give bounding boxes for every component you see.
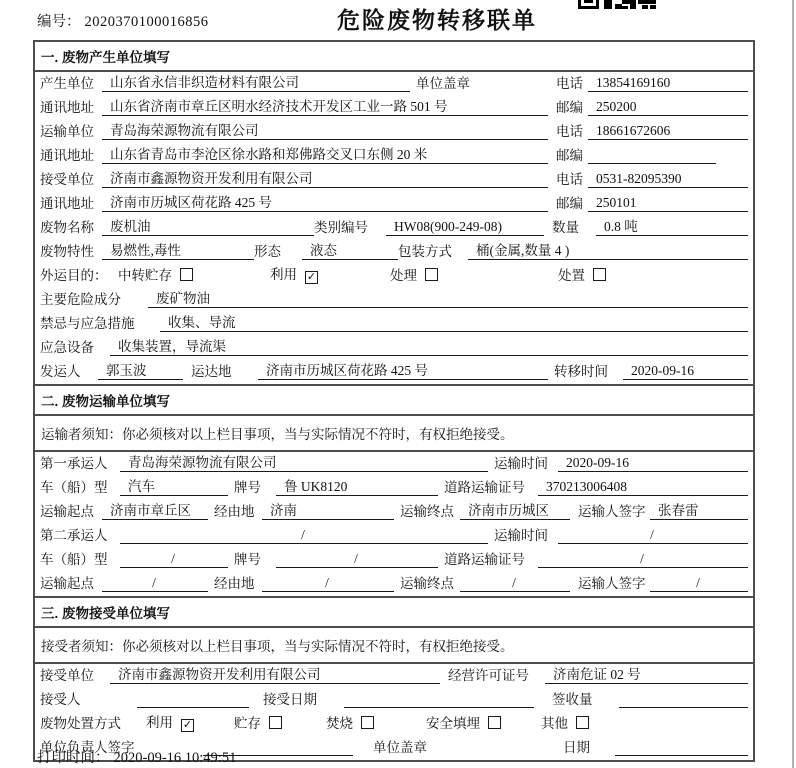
- section-header: 一. 废物产生单位填写: [35, 42, 753, 72]
- form-row: [35, 548, 753, 572]
- field-value: 2020-09-16: [558, 455, 748, 472]
- field-label: 牌号: [234, 552, 261, 567]
- checkbox-label: 其他: [541, 716, 568, 731]
- field-label: 运输终点: [400, 504, 454, 519]
- field-label: 运输终点: [400, 576, 454, 591]
- form-row: [35, 312, 753, 336]
- form-row: [35, 712, 753, 736]
- field-value: /: [650, 575, 748, 592]
- checkbox-unchecked-icon: [269, 716, 282, 729]
- field-value: [615, 740, 748, 756]
- field-label: 主要危险成分: [40, 292, 121, 307]
- checkbox-label: 焚烧: [326, 716, 353, 731]
- checkbox-option: [558, 268, 748, 284]
- checkbox-option: [146, 715, 234, 732]
- field-label: 运输时间: [494, 456, 548, 471]
- form-row: [35, 96, 753, 120]
- form-row: [35, 452, 753, 476]
- field-value: /: [538, 551, 748, 568]
- field-value: 收集、导流: [160, 315, 748, 332]
- form-row: [35, 336, 753, 360]
- form-row: [35, 664, 753, 688]
- checkbox-unchecked-icon: [425, 268, 438, 281]
- form-row: [35, 500, 753, 524]
- field-value: /: [120, 551, 228, 568]
- field-label: 邮编: [556, 148, 583, 163]
- checkbox-checked-icon: ✓: [182, 718, 193, 731]
- checkbox-label: 处置: [558, 268, 585, 283]
- field-value: 18661672606: [588, 123, 748, 140]
- field-value: 2020-09-16: [623, 363, 748, 380]
- doc-number-value: 2020370100016856: [84, 14, 209, 30]
- field-label: 发运人: [40, 364, 81, 379]
- field-label: 单位负责人签字: [40, 740, 135, 755]
- form-table: [33, 40, 755, 762]
- field-label: 牌号: [234, 480, 261, 495]
- field-value: HW08(900-249-08): [386, 219, 544, 236]
- checkbox-unchecked-icon: [488, 716, 501, 729]
- form-row: [35, 144, 753, 168]
- form-row: [35, 120, 753, 144]
- qr-code-fragment: [578, 0, 656, 10]
- field-label: 类别编号: [314, 220, 368, 235]
- field-value: 济南市章丘区: [102, 503, 208, 520]
- field-label: 废物处置方式: [40, 716, 121, 731]
- form-row: [35, 360, 753, 384]
- field-label: 接受单位: [40, 668, 94, 683]
- field-value: 济南: [262, 503, 394, 520]
- field-label: 日期: [563, 740, 590, 755]
- checkbox-option: [541, 716, 748, 732]
- checkbox-label: 利用: [270, 267, 297, 282]
- field-value: 收集装置，导流渠: [110, 339, 748, 356]
- field-value: 废矿物油: [148, 291, 748, 308]
- field-value: 青岛海荣源物流有限公司: [102, 123, 548, 140]
- field-value: [619, 692, 748, 708]
- field-value: 山东省永信非织造材料有限公司: [102, 75, 410, 92]
- checkbox-unchecked-icon: [361, 716, 374, 729]
- field-label: 通讯地址: [40, 100, 94, 115]
- field-label: 运输起点: [40, 504, 94, 519]
- field-value: 易燃性,毒性: [102, 243, 254, 260]
- field-label: 电话: [556, 76, 583, 91]
- field-value: 汽车: [120, 479, 228, 496]
- field-value: 济南市鑫源物资开发利用有限公司: [102, 171, 548, 188]
- field-label: 废物特性: [40, 244, 94, 259]
- field-label: 签收量: [552, 692, 593, 707]
- field-label: 禁忌与应急措施: [40, 316, 135, 331]
- field-label: 应急设备: [40, 340, 94, 355]
- field-value: 0531-82095390: [588, 171, 748, 188]
- field-value: 济南市历城区荷花路 425 号: [102, 195, 548, 212]
- field-label: 运达地: [191, 364, 232, 379]
- field-label: 邮编: [556, 100, 583, 115]
- field-value: [137, 692, 249, 708]
- field-label: 形态: [254, 244, 281, 259]
- field-label: 产生单位: [40, 76, 94, 91]
- checkbox-label: 利用: [146, 715, 173, 730]
- field-label: 车（船）型: [40, 552, 108, 567]
- field-value: /: [276, 551, 438, 568]
- field-value: 370213006408: [538, 479, 748, 496]
- page-edge-line: [792, 0, 794, 768]
- field-value: 液态: [302, 243, 398, 260]
- field-value: 济南市鑫源物资开发利用有限公司: [110, 667, 440, 684]
- field-value: 山东省青岛市李沧区徐水路和郑佛路交叉口东侧 20 米: [102, 147, 548, 164]
- checkbox-option: [426, 716, 541, 732]
- field-label: 邮编: [556, 196, 583, 211]
- checkbox-label: 安全填埋: [426, 716, 480, 731]
- print-time-value: 2020-09-16 10:49:51: [113, 750, 237, 766]
- checkbox-option: [118, 268, 270, 284]
- field-value: [344, 692, 534, 708]
- field-value: 0.8 吨: [596, 219, 748, 236]
- doc-number-label: 编号：: [37, 14, 81, 30]
- field-label: 道路运输证号: [444, 480, 525, 495]
- checkbox-unchecked-icon: [576, 716, 589, 729]
- form-row: [35, 264, 753, 288]
- stamp-label: 单位盖章: [373, 740, 427, 755]
- page-title: 危险废物转移联单: [337, 7, 537, 33]
- checkbox-checked-icon: ✓: [306, 270, 317, 283]
- field-label: 运输时间: [494, 528, 548, 543]
- field-value: 桶(金属,数量 4 ): [468, 243, 748, 260]
- field-label: 运输人签字: [578, 576, 646, 591]
- field-value: 山东省济南市章丘区明水经济技术开发区工业一路 501 号: [102, 99, 548, 116]
- field-label: 电话: [556, 124, 583, 139]
- checkbox-option: [326, 716, 426, 732]
- field-value: [588, 148, 716, 164]
- checkbox-option: [270, 267, 390, 284]
- field-label: 运输起点: [40, 576, 94, 591]
- field-label: 道路运输证号: [444, 552, 525, 567]
- checkbox-unchecked-icon: [593, 268, 606, 281]
- field-label: 运输人签字: [578, 504, 646, 519]
- field-label: 车（船）型: [40, 480, 108, 495]
- field-value: /: [262, 575, 394, 592]
- field-value: 济南危证 02 号: [545, 667, 748, 684]
- stamp-label: 单位盖章: [416, 76, 470, 91]
- form-row: [35, 216, 753, 240]
- field-label: 运输单位: [40, 124, 94, 139]
- checkbox-unchecked-icon: [180, 268, 193, 281]
- field-value: 废机油: [102, 219, 314, 236]
- field-label: 包装方式: [398, 244, 452, 259]
- form-row: [35, 240, 753, 264]
- section-header: 三. 废物接受单位填写: [35, 596, 753, 628]
- field-value: /: [120, 527, 488, 544]
- field-label: 外运目的：: [40, 268, 108, 283]
- field-label: 接受日期: [263, 692, 317, 707]
- field-label: 经由地: [214, 504, 255, 519]
- form-row: [35, 72, 753, 96]
- field-value: 250101: [588, 195, 748, 212]
- field-label: 接受单位: [40, 172, 94, 187]
- field-value: 青岛海荣源物流有限公司: [120, 455, 488, 472]
- form-row: [35, 572, 753, 596]
- print-time: [37, 746, 236, 767]
- form-row: [35, 168, 753, 192]
- field-value: 济南市历城区: [460, 503, 570, 520]
- field-value: 250200: [588, 99, 748, 116]
- field-label: 通讯地址: [40, 196, 94, 211]
- field-value: /: [102, 575, 208, 592]
- field-label: 转移时间: [554, 364, 608, 379]
- section-notice: 接受者须知：你必须核对以上栏目事项，当与实际情况不符时，有权拒绝接受。: [35, 628, 753, 664]
- field-value: 鲁 UK8120: [276, 479, 438, 496]
- field-label: 通讯地址: [40, 148, 94, 163]
- field-label: 第二承运人: [40, 528, 108, 543]
- field-value: 13854169160: [588, 75, 748, 92]
- print-time-label: 打印时间：: [37, 750, 110, 766]
- field-value: 郭玉波: [98, 363, 183, 380]
- field-label: 经营许可证号: [448, 668, 529, 683]
- field-label: 废物名称: [40, 220, 94, 235]
- field-label: 电话: [556, 172, 583, 187]
- field-value: /: [558, 527, 748, 544]
- field-label: 经由地: [214, 576, 255, 591]
- section-notice: 运输者须知：你必须核对以上栏目事项，当与实际情况不符时，有权拒绝接受。: [35, 416, 753, 452]
- form-row: [35, 524, 753, 548]
- field-value: 济南市历城区荷花路 425 号: [258, 363, 548, 380]
- checkbox-option: [234, 716, 326, 732]
- checkbox-label: 处理: [390, 268, 417, 283]
- field-label: 数量: [552, 220, 579, 235]
- form-row: [35, 476, 753, 500]
- form-row: [35, 688, 753, 712]
- field-value: /: [460, 575, 570, 592]
- form-row: [35, 288, 753, 312]
- checkbox-option: [390, 268, 558, 284]
- section-header: 二. 废物运输单位填写: [35, 384, 753, 416]
- field-label: 接受人: [40, 692, 81, 707]
- field-value: 张春雷: [650, 503, 748, 520]
- field-label: 第一承运人: [40, 456, 108, 471]
- form-row: [35, 192, 753, 216]
- checkbox-label: 中转贮存: [118, 268, 172, 283]
- checkbox-label: 贮存: [234, 716, 261, 731]
